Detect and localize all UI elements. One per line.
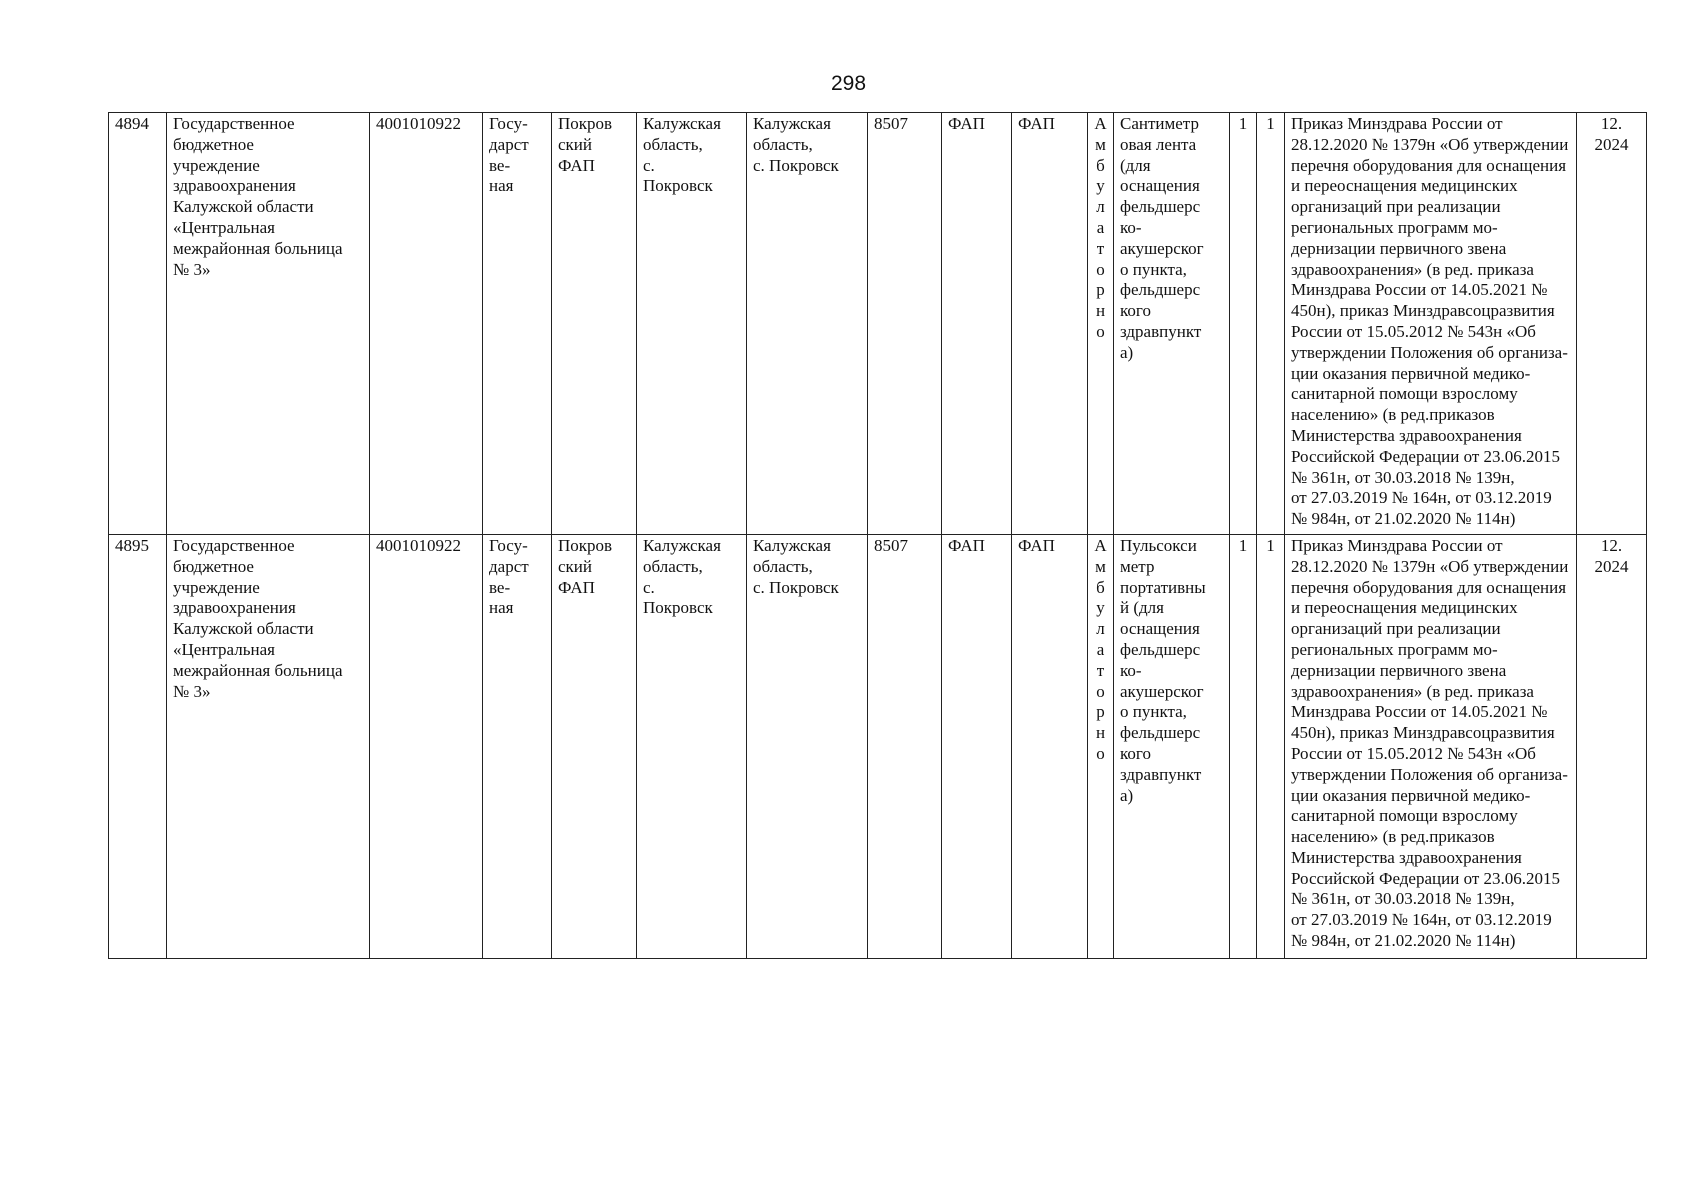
record-number-cell: 4895 [109, 534, 167, 958]
cell-line: фельдшерс [1120, 639, 1201, 659]
cell-line: № 3» [173, 681, 211, 701]
cell-line: России от 15.05.2012 № 543н «Об [1291, 321, 1536, 341]
cell-line: Покровск [643, 176, 713, 196]
cell-line: № 361н, от 30.03.2018 № 139н, [1291, 467, 1515, 487]
cell-line: фельдшерс [1120, 280, 1201, 300]
cell-line: Госу- [489, 535, 528, 555]
cell-line: Российской Федерации от 23.06.2015 [1291, 446, 1561, 466]
cell-line: здравоохранения [173, 176, 296, 196]
cell-line: кого [1120, 301, 1151, 321]
organization-cell [167, 534, 370, 958]
cell-line: от 27.03.2019 № 164н, от 03.12.2019 [1291, 910, 1552, 930]
cell-line: овая лента [1120, 134, 1197, 154]
unit-cell [552, 534, 637, 958]
cell-line: здравоохранения [173, 598, 296, 618]
cell-line: Калужская [753, 114, 831, 133]
facility-type-cell: ФАП [942, 534, 1012, 958]
cell-line: Минздрава России от 14.05.2021 № [1291, 280, 1548, 300]
facility-type-cell: ФАП [942, 113, 1012, 535]
cell-line: дарст [489, 134, 529, 154]
cell-line: Калужской области [173, 197, 314, 217]
care-mode-letter: А [1094, 535, 1107, 555]
legal-basis-cell [1285, 113, 1577, 535]
cell-line: фельдшерс [1120, 197, 1201, 217]
equipment-cell [1114, 113, 1230, 535]
cell-line: ФАП [558, 155, 595, 175]
cell-line: бюджетное [173, 556, 254, 576]
cell-line: 2024 [1594, 134, 1629, 154]
cell-line: ная [489, 176, 514, 196]
record-number-cell: 4894 [109, 113, 167, 535]
care-mode-cell [1088, 534, 1114, 958]
cell-line: ко- [1120, 217, 1142, 237]
cell-line: Покров [558, 114, 613, 133]
ownership-cell [483, 534, 552, 958]
cell-line: дарст [489, 556, 529, 576]
care-mode-letter: а [1096, 217, 1105, 237]
cell-line: № 984н, от 21.02.2020 № 114н) [1291, 931, 1516, 951]
cell-line: ции оказания первичной медико- [1291, 363, 1531, 383]
ownership-cell [483, 113, 552, 535]
cell-line: санитарной помощи взрослому [1291, 806, 1518, 826]
locality-cell [637, 113, 747, 535]
cell-line: оснащения [1120, 176, 1200, 196]
cell-line: Калужская [643, 535, 721, 555]
locality-cell [637, 534, 747, 958]
cell-line: ции оказания первичной медико- [1291, 785, 1531, 805]
cell-line: Приказ Минздрава России от [1291, 114, 1503, 133]
cell-line: 450н), приказ Минздравсоцразвития [1291, 301, 1555, 321]
cell-line: фельдшерс [1120, 723, 1201, 743]
cell-line: здравпункт [1120, 764, 1202, 784]
cell-line: область, [643, 556, 703, 576]
cell-line: региональных программ мо- [1291, 217, 1498, 237]
care-mode-letter: л [1096, 197, 1105, 217]
cell-line: область, [753, 556, 813, 576]
quantity-cell: 1 [1230, 113, 1257, 535]
equipment-cell [1114, 534, 1230, 958]
cell-line: перечня оборудования для оснащения [1291, 577, 1567, 597]
cell-line: Приказ Минздрава России от [1291, 535, 1503, 555]
care-mode-letter: у [1096, 176, 1105, 196]
care-mode-letter: м [1095, 134, 1106, 154]
organization-cell [167, 113, 370, 535]
care-mode-letter: о [1096, 259, 1105, 279]
cell-line: здравоохранения» (в ред. приказа [1291, 259, 1534, 279]
cell-line: область, [643, 134, 703, 154]
cell-line: Калужская [753, 535, 831, 555]
care-mode-letter: о [1096, 743, 1105, 763]
cell-line: дернизации первичного звена [1291, 238, 1507, 258]
cell-line: область, [753, 134, 813, 154]
cell-line: ко- [1120, 660, 1142, 680]
care-mode-vertical-text [1094, 114, 1106, 343]
cell-line: учреждение [173, 577, 260, 597]
cell-line: оснащения [1120, 619, 1200, 639]
cell-line: организаций при реализации [1291, 619, 1501, 639]
facility-subtype-cell: ФАП [1012, 113, 1088, 535]
quantity-cell: 1 [1257, 113, 1285, 535]
cell-line: Сантиметр [1120, 114, 1199, 133]
care-mode-letter: у [1096, 598, 1105, 618]
cell-line: с. Покровск [753, 155, 839, 175]
cell-line: Российской Федерации от 23.06.2015 [1291, 868, 1561, 888]
care-mode-letter: о [1096, 321, 1105, 341]
care-mode-letter: б [1096, 155, 1105, 175]
cell-line: санитарной помощи взрослому [1291, 384, 1518, 404]
care-mode-letter: т [1096, 660, 1105, 680]
legal-basis-cell [1285, 534, 1577, 958]
cell-line: № 361н, от 30.03.2018 № 139н, [1291, 889, 1515, 909]
cell-line: о пункта, [1120, 259, 1187, 279]
cell-line: учреждение [173, 155, 260, 175]
cell-line: и переоснащения медицинских [1291, 176, 1518, 196]
cell-line: Министерства здравоохранения [1291, 847, 1522, 867]
cell-line: акушерског [1120, 681, 1204, 701]
cell-line: бюджетное [173, 134, 254, 154]
cell-line: с. [643, 155, 655, 175]
cell-line: населению» (в ред.приказов [1291, 405, 1495, 425]
cell-line: 2024 [1594, 556, 1629, 576]
cell-line: Министерства здравоохранения [1291, 425, 1522, 445]
cell-line: дернизации первичного звена [1291, 660, 1507, 680]
cell-line: ский [558, 556, 592, 576]
care-mode-letter: т [1096, 238, 1105, 258]
cell-line: России от 15.05.2012 № 543н «Об [1291, 743, 1536, 763]
cell-line: с. Покровск [753, 577, 839, 597]
date-cell [1577, 113, 1647, 535]
cell-line: Государственное [173, 114, 295, 133]
cell-line: межрайонная больница [173, 660, 343, 680]
unit-cell [552, 113, 637, 535]
care-mode-letter: л [1096, 619, 1105, 639]
cell-line: метр [1120, 556, 1155, 576]
cell-line: здравоохранения» (в ред. приказа [1291, 681, 1534, 701]
code-cell: 8507 [868, 113, 942, 535]
cell-line: Пульсокси [1120, 535, 1197, 555]
cell-line: Покровск [643, 598, 713, 618]
cell-line: а) [1120, 342, 1134, 362]
register-table [108, 112, 1647, 959]
table-row [109, 113, 1647, 535]
cell-line: ский [558, 134, 592, 154]
inn-cell: 4001010922 [370, 113, 483, 535]
cell-line: Калужской области [173, 619, 314, 639]
code-cell: 8507 [868, 534, 942, 958]
cell-line: 28.12.2020 № 1379н «Об утверждении [1291, 134, 1569, 154]
cell-line: 450н), приказ Минздравсоцразвития [1291, 723, 1555, 743]
care-mode-cell [1088, 113, 1114, 535]
page-number: 298 [830, 72, 867, 95]
cell-line: (для [1120, 155, 1151, 175]
inn-cell: 4001010922 [370, 534, 483, 958]
cell-line: утверждении Положения об организа- [1291, 342, 1568, 362]
cell-line: ФАП [558, 577, 595, 597]
care-mode-letter: а [1096, 639, 1105, 659]
cell-line: а) [1120, 785, 1134, 805]
cell-line: № 984н, от 21.02.2020 № 114н) [1291, 509, 1516, 529]
cell-line: перечня оборудования для оснащения [1291, 155, 1567, 175]
cell-line: организаций при реализации [1291, 197, 1501, 217]
cell-line: ная [489, 598, 514, 618]
cell-line: Госу- [489, 114, 528, 133]
cell-line: 12. [1600, 114, 1623, 133]
cell-line: Покров [558, 535, 613, 555]
cell-line: населению» (в ред.приказов [1291, 827, 1495, 847]
cell-line: й (для [1120, 598, 1164, 618]
cell-line: с. [643, 577, 655, 597]
facility-subtype-cell: ФАП [1012, 534, 1088, 958]
cell-line: Минздрава России от 14.05.2021 № [1291, 702, 1548, 722]
care-mode-letter: р [1096, 280, 1105, 300]
care-mode-letter: н [1095, 301, 1106, 321]
cell-line: Государственное [173, 535, 295, 555]
cell-line: ве- [489, 577, 511, 597]
cell-line: о пункта, [1120, 702, 1187, 722]
cell-line: кого [1120, 743, 1151, 763]
cell-line: утверждении Положения об организа- [1291, 764, 1568, 784]
cell-line: ве- [489, 155, 511, 175]
cell-line: акушерског [1120, 238, 1204, 258]
address-cell [747, 113, 868, 535]
cell-line: межрайонная больница [173, 238, 343, 258]
care-mode-letter: А [1094, 114, 1107, 133]
cell-line: и переоснащения медицинских [1291, 598, 1518, 618]
cell-line: «Центральная [173, 639, 275, 659]
care-mode-letter: н [1095, 723, 1106, 743]
cell-line: 12. [1600, 535, 1623, 555]
cell-line: портативны [1120, 577, 1206, 597]
cell-line: Калужская [643, 114, 721, 133]
register-rows [109, 113, 1647, 959]
quantity-cell: 1 [1230, 534, 1257, 958]
cell-line: «Центральная [173, 217, 275, 237]
cell-line: от 27.03.2019 № 164н, от 03.12.2019 [1291, 488, 1552, 508]
care-mode-letter: о [1096, 681, 1105, 701]
care-mode-letter: б [1096, 577, 1105, 597]
care-mode-letter: м [1095, 556, 1106, 576]
cell-line: 28.12.2020 № 1379н «Об утверждении [1291, 556, 1569, 576]
address-cell [747, 534, 868, 958]
care-mode-vertical-text [1094, 536, 1106, 765]
cell-line: здравпункт [1120, 321, 1202, 341]
cell-line: региональных программ мо- [1291, 639, 1498, 659]
quantity-cell: 1 [1257, 534, 1285, 958]
table-row [109, 534, 1647, 958]
date-cell [1577, 534, 1647, 958]
care-mode-letter: р [1096, 702, 1105, 722]
cell-line: № 3» [173, 259, 211, 279]
